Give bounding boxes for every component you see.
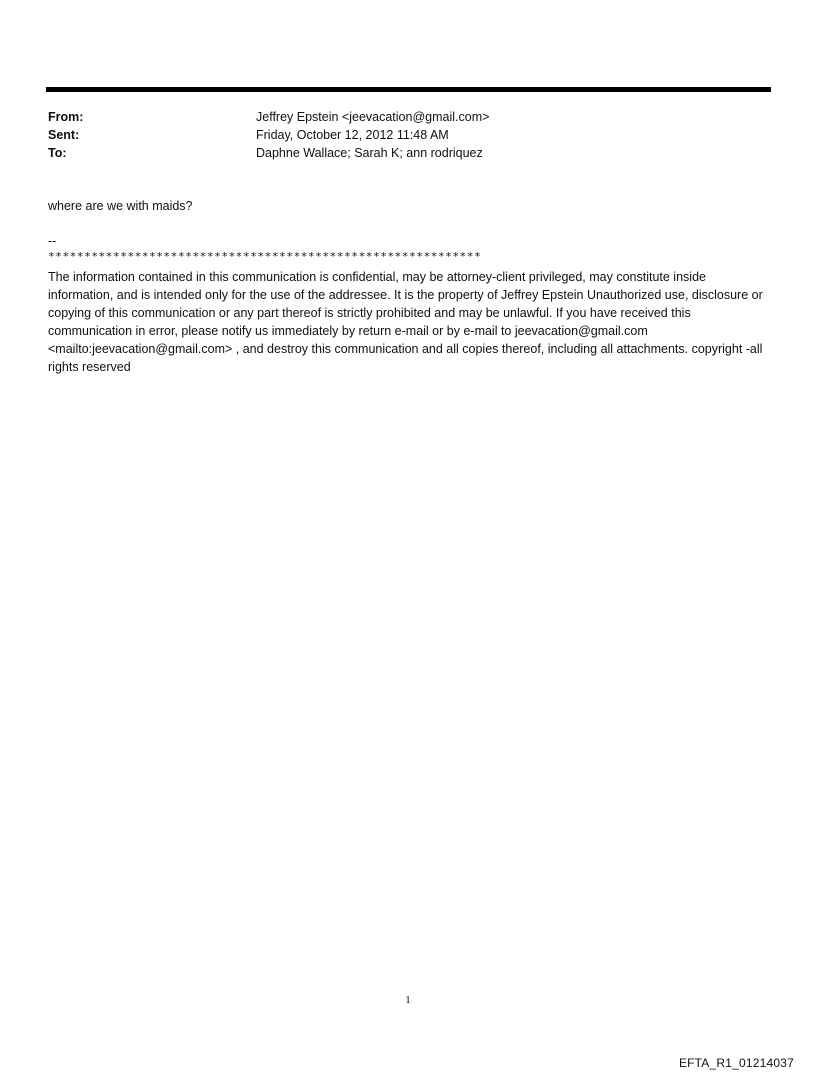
signature-stars: ************************************************************: [48, 250, 482, 263]
from-row: [48, 108, 768, 126]
sent-row: [48, 126, 768, 144]
page-number: 1: [405, 994, 411, 1006]
signature-separator: --: [48, 234, 57, 248]
document-id: EFTA_R1_01214037: [678, 1056, 794, 1070]
to-row: [48, 144, 768, 162]
from-value: Jeffrey Epstein <jeevacation@gmail.com>: [256, 110, 490, 124]
sent-value: Friday, October 12, 2012 11:48 AM: [256, 128, 449, 142]
header-divider: [46, 87, 771, 92]
sent-label: Sent:: [48, 128, 80, 142]
confidentiality-disclaimer: The information contained in this communication is confidential, may be attorney-client privileged, may constitute inside information, and is intended only for the use of the addressee. It is the property of Jeffrey Epstein Unauthorized use, disclosure or copying of this communication or any part thereof is strictly prohibited and may be unlawful. If you have received this communication in error, please notify us immediately by return e-mail or by e-mail to jeevacation@gmail.com <mailto:jeevacation@gmail.com> , and destroy this communication and all copies thereof, including all attachments. copyright -all rights reserved: [48, 270, 763, 374]
message-body: where are we with maids?: [48, 199, 193, 213]
to-value: Daphne Wallace; Sarah K; ann rodriquez: [256, 146, 483, 160]
to-label: To:: [48, 146, 67, 160]
email-header: [48, 108, 768, 162]
from-label: From:: [48, 110, 84, 124]
